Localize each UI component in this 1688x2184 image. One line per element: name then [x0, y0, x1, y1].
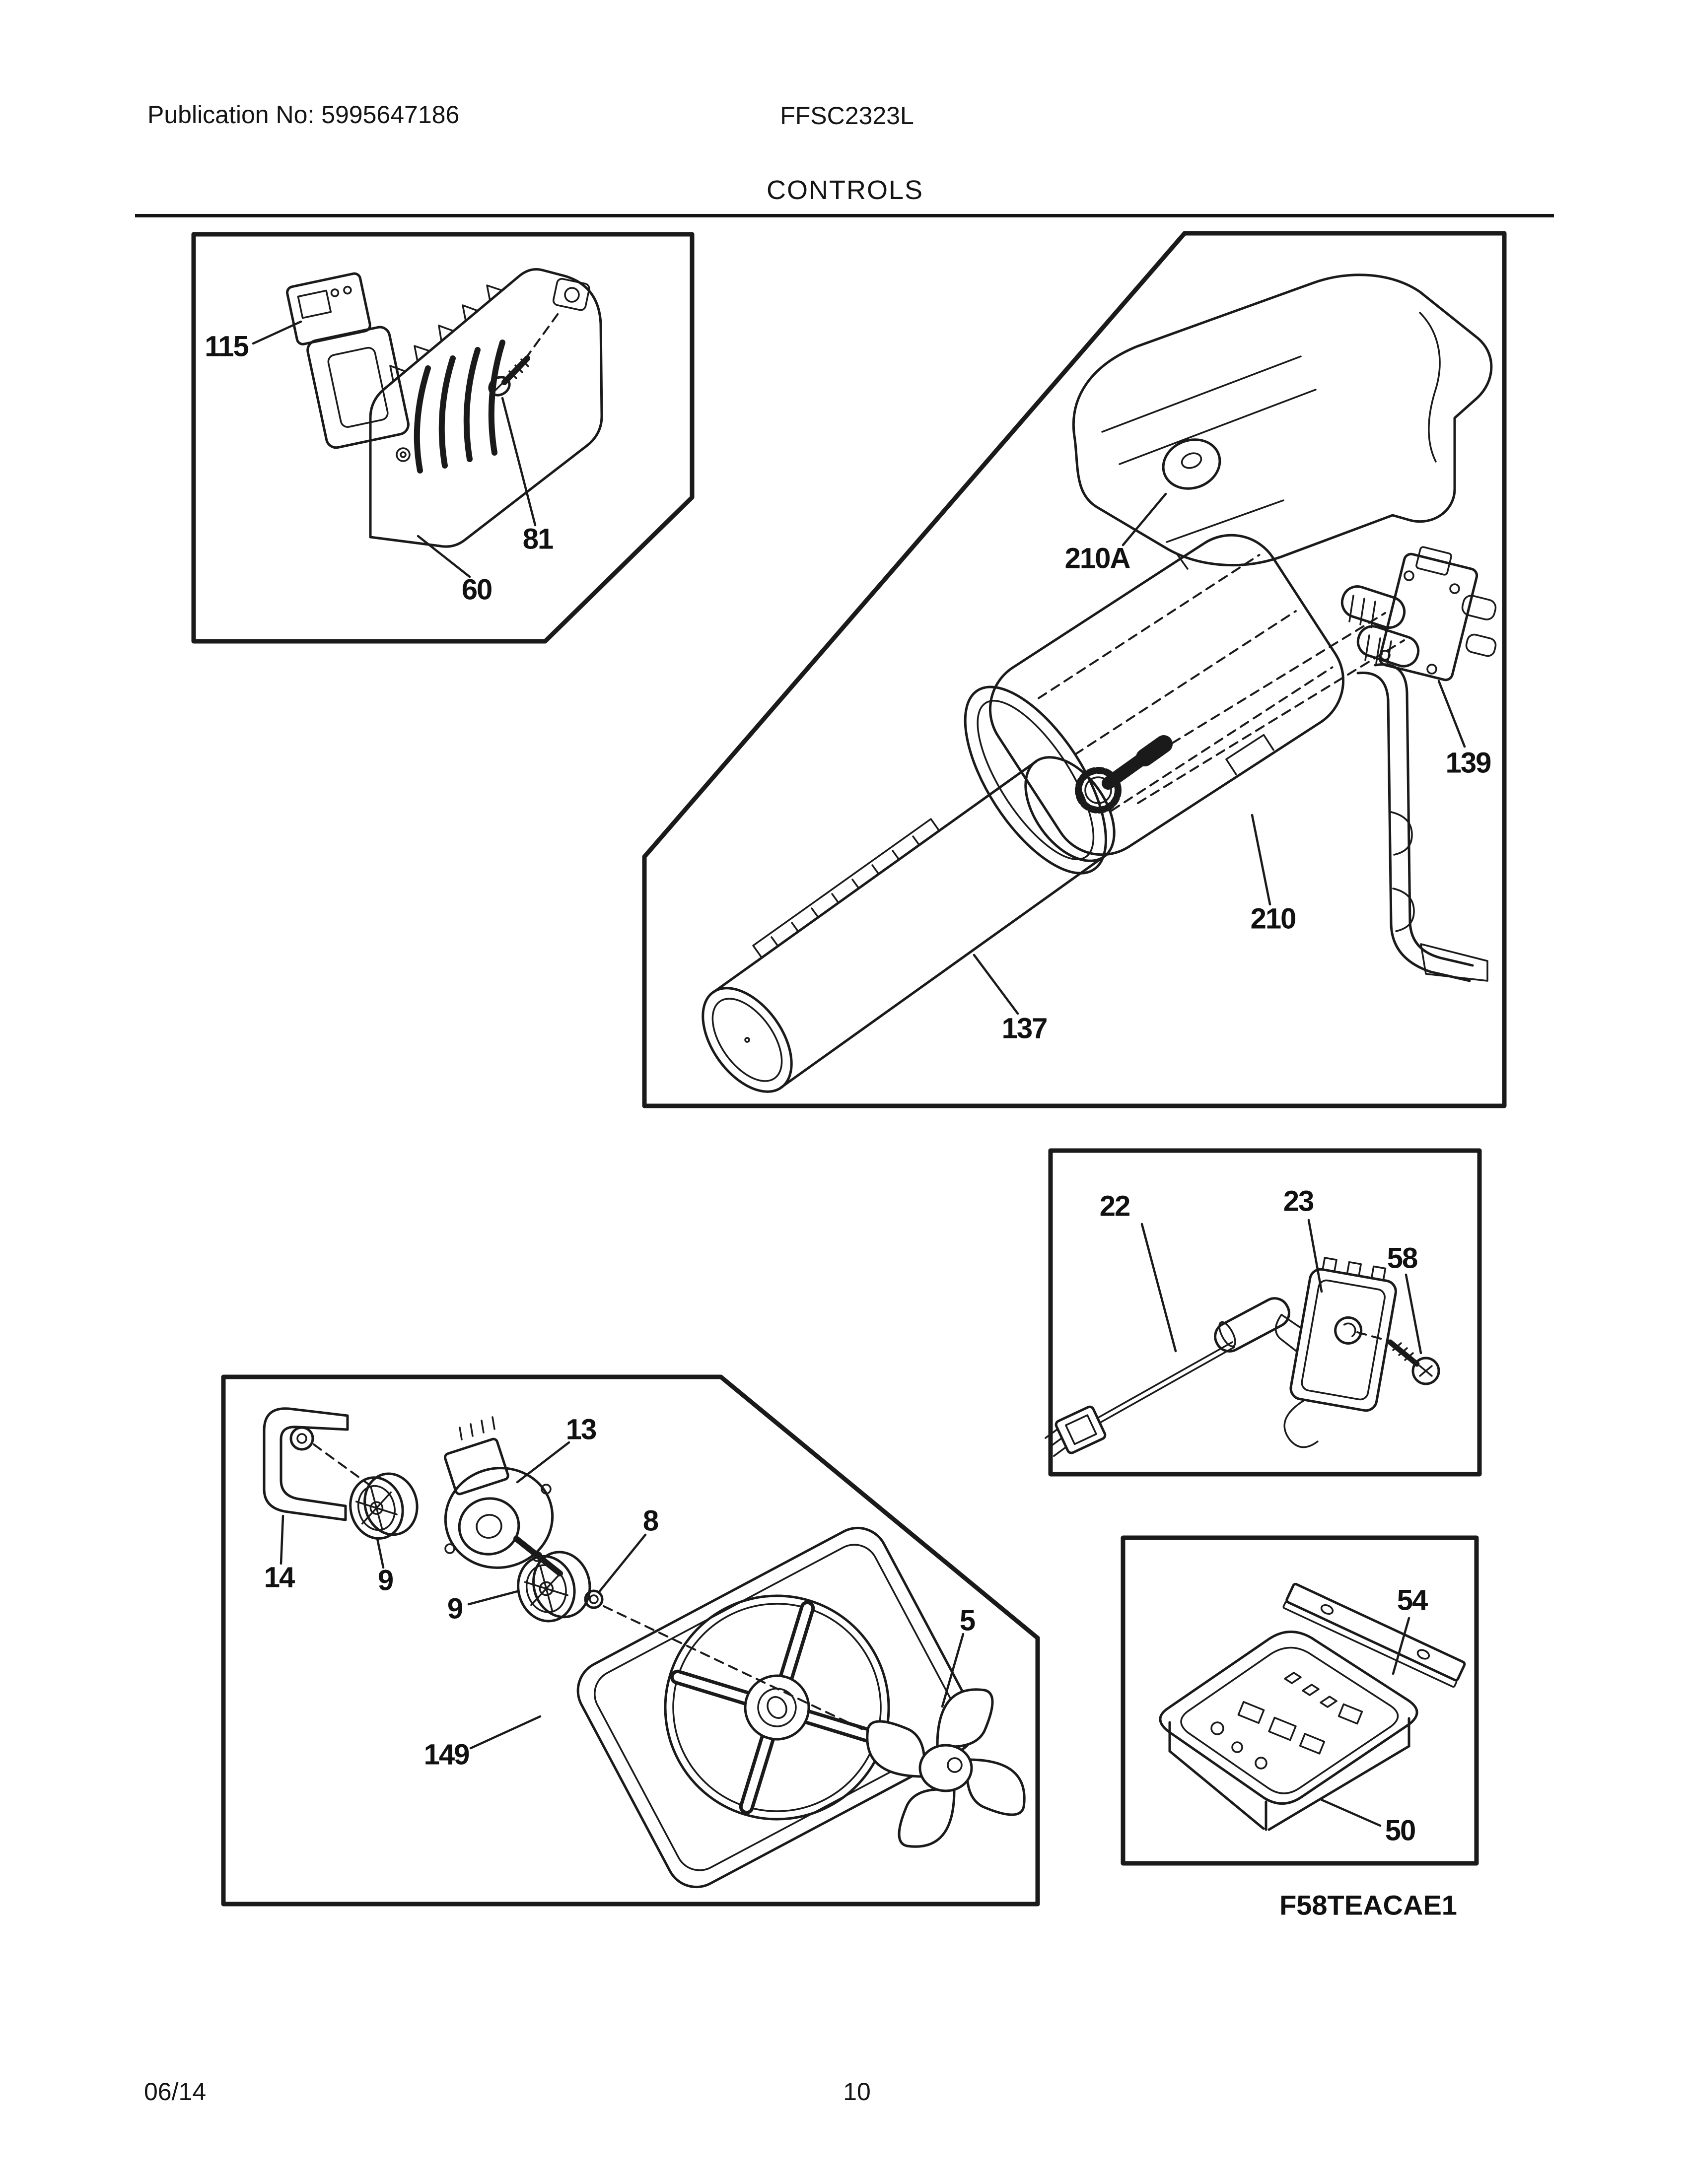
footer-page-number: 10 — [843, 2078, 871, 2106]
model-number: FFSC2323L — [780, 102, 914, 130]
part-label-8: 8 — [642, 1504, 658, 1537]
part-label-81: 81 — [522, 523, 553, 555]
part-label-13: 13 — [565, 1413, 596, 1446]
damper-cover-diagram — [189, 229, 700, 646]
diagram-frame — [644, 233, 1504, 1106]
part-label-58: 58 — [1387, 1242, 1417, 1275]
part-label-137: 137 — [1001, 1012, 1047, 1045]
part-label-149: 149 — [423, 1738, 469, 1771]
part-label-54: 54 — [1397, 1584, 1427, 1617]
part-label-115: 115 — [205, 330, 248, 363]
part-label-210: 210 — [1250, 902, 1296, 935]
part-label-210A: 210A — [1064, 542, 1130, 575]
part-label-60: 60 — [461, 573, 492, 606]
page-title: CONTROLS — [766, 175, 924, 205]
part-label-9a: 9 — [377, 1564, 393, 1597]
part-label-50: 50 — [1385, 1814, 1415, 1847]
part-label-9b: 9 — [447, 1592, 463, 1625]
footer-date: 06/14 — [144, 2078, 207, 2106]
assembly-code: F58TEACAE1 — [1279, 1889, 1457, 1921]
part-label-139: 139 — [1445, 747, 1491, 779]
part-label-23: 23 — [1283, 1185, 1314, 1218]
publication-number: Publication No: 5995647186 — [147, 101, 460, 129]
evaporator-fan-diagram — [218, 1373, 1041, 1909]
part-label-14: 14 — [264, 1561, 294, 1594]
part-label-22: 22 — [1099, 1190, 1130, 1223]
header-divider — [135, 214, 1554, 217]
ice-dispenser-diagram — [640, 229, 1508, 1111]
part-label-5: 5 — [959, 1604, 975, 1637]
